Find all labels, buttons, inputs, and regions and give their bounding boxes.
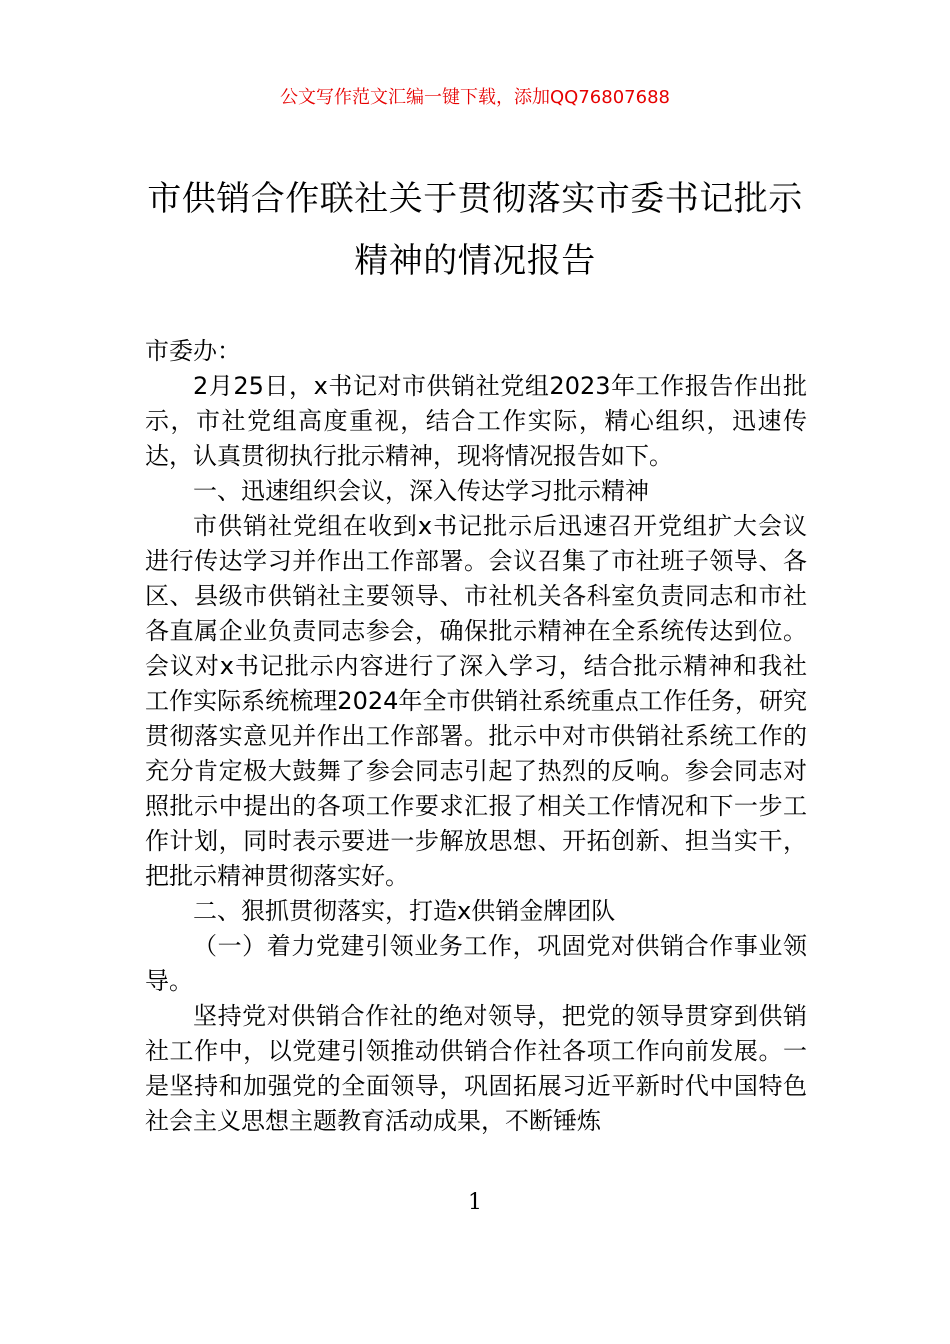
download-notice: 公文写作范文汇编一键下载，添加QQ76807688 xyxy=(280,87,670,108)
salutation: 市委办： xyxy=(145,337,241,365)
paragraph-section-1: 市供销社党组在收到x书记批示后迅速召开党组扩大会议进行传达学习并作出工作部署。会议召集了市社班子领导、各区、县级市供销社主要领导、市社机关各科室负责同志和市社各直属企业负责同志参会，确保批示精神在全系统传达到位。会议对x书记批示内容进行了深入学习，结合批示精神和我社工作实际系统梳理2024年全市供销社系统重点工作任务，研究贯彻落实意见并作出工作部署。批示中对市供销社系统工作的充分肯定极大鼓舞了参会同志引起了热烈的反响。参会同志对照批示中提出的各项工作要求汇报了相关工作情况和下一步工作计划，同时表示要进一步解放思想、开拓创新、担当实干，把批示精神贯彻落实好。 xyxy=(145,512,807,890)
page-number: 1 xyxy=(468,1190,482,1215)
document-title: 市供销合作联社关于贯彻落实市委书记批示精神的情况报告 xyxy=(147,179,803,281)
document-body xyxy=(145,334,807,1139)
paragraph-intro: 2月25日，x书记对市供销社党组2023年工作报告作出批示，市社党组高度重视，结合工作实际，精心组织，迅速传达，认真贯彻执行批示精神，现将情况报告如下。 xyxy=(145,372,807,470)
section-heading-1: 一、迅速组织会议，深入传达学习批示精神 xyxy=(193,477,649,505)
paragraph-subsection-1: 坚持党对供销合作社的绝对领导，把党的领导贯穿到供销社工作中，以党建引领推动供销合作社各项工作向前发展。一是坚持和加强党的全面领导，巩固拓展习近平新时代中国特色社会主义思想主题教育活动成果，不断锤炼 xyxy=(145,1002,807,1135)
subsection-heading-1: （一）着力党建引领业务工作，巩固党对供销合作事业领导。 xyxy=(145,932,807,995)
section-heading-2: 二、狠抓贯彻落实，打造x供销金牌团队 xyxy=(193,897,616,925)
